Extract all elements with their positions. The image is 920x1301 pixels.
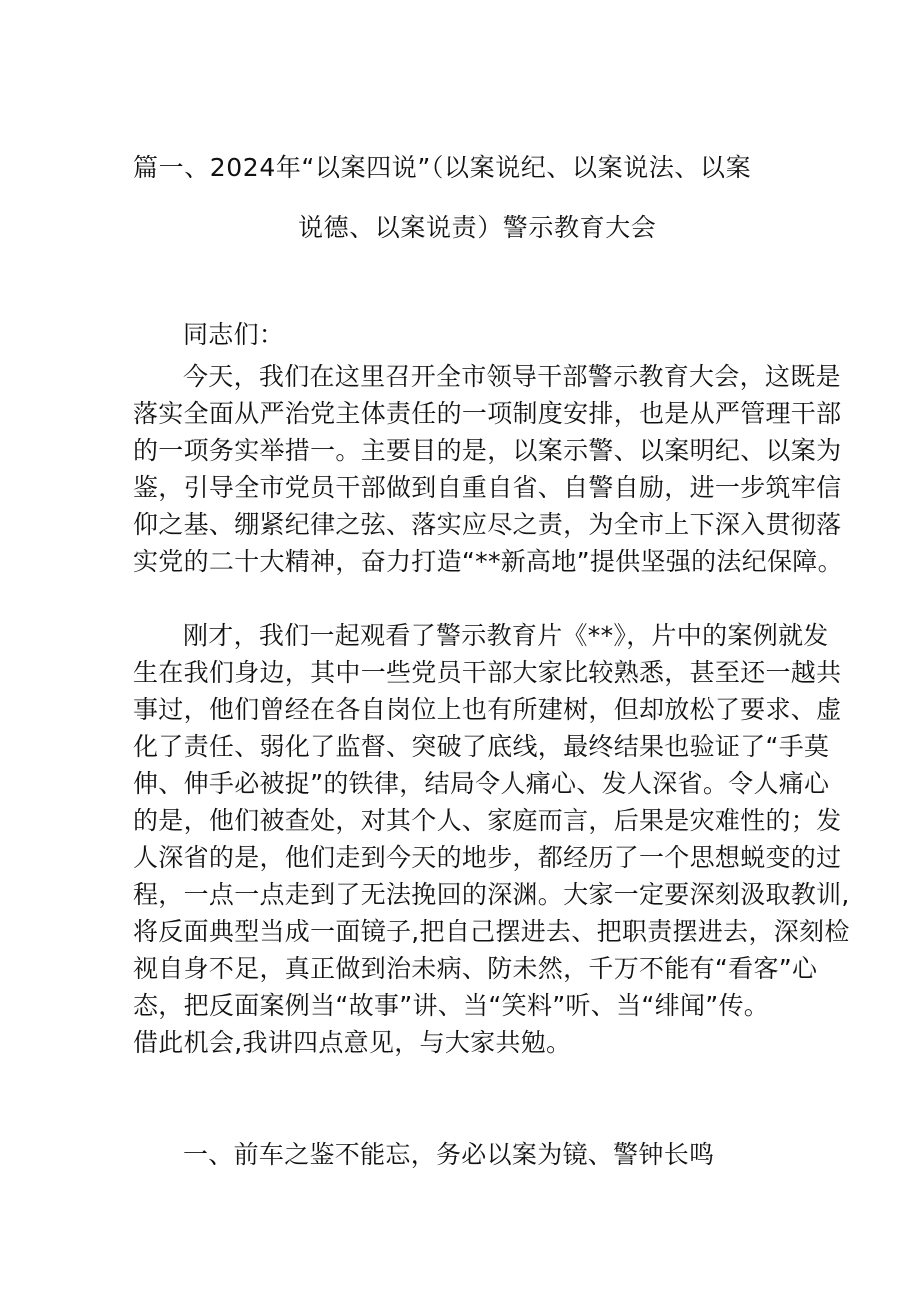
paragraph-1-line: 实党的二十大精神，奋力打造“**新高地”提供坚强的法纪保障。 [133,547,843,576]
paragraph-1-line: 的一项务实举措一。主要目的是，以案示警、以案明纪、以案为 [133,436,842,465]
paragraph-2-line: 事过，他们曾经在各自岗位上也有所建树，但却放松了要求、虚 [133,695,842,724]
paragraph-1-line: 落实全面从严治党主体责任的一项制度安排，也是从严管理干部 [133,399,842,428]
greeting: 同志们： [183,320,285,349]
paragraph-1-line: 鉴，引导全市党员干部做到自重自省、自警自励，进一步筑牢信 [133,473,842,502]
paragraph-2-line: 态，把反面案例当“故事”讲、当“笑料”听、当“绯闻”传。 [133,991,770,1020]
document-title-line-1: 篇一、2024年“以案四说”（以案说纪、以案说法、以案 [133,153,752,182]
paragraph-2-line: 伸、伸手必被捉”的铁律，结局令人痛心、发人深省。令人痛心 [133,769,830,798]
paragraph-2 [133,617,850,1061]
paragraph-2-line: 人深省的是，他们走到今天的地步，都经历了一个思想蜕变的过 [133,843,842,872]
paragraph-2-line: 借此机会,我讲四点意见，与大家共勉。 [133,1028,572,1057]
paragraph-2-line: 生在我们身边，其中一些党员干部大家比较熟悉，甚至还一越共 [133,658,842,687]
paragraph-2-line: 的是，他们被查处，对其个人、家庭而言，后果是灾难性的；发 [133,806,842,835]
paragraph-1-line: 今天，我们在这里召开全市领导干部警示教育大会，这既是 [183,362,841,391]
paragraph-2-line: 将反面典型当成一面镜子,把自己摆进去、把职责摆进去，深刻检 [133,917,850,946]
section-heading-1: 一、前车之鉴不能忘，务必以案为镜、警钟长鸣 [183,1140,715,1169]
paragraph-2-line: 化了责任、弱化了监督、突破了底线，最终结果也验证了“手莫 [133,732,830,761]
paragraph-1 [133,358,843,580]
paragraph-2-line: 程，一点一点走到了无法挽回的深渊。大家一定要深刻汲取教训, [133,880,850,909]
paragraph-1-line: 仰之基、绷紧纪律之弦、落实应尽之责，为全市上下深入贯彻落 [133,510,842,539]
paragraph-2-line: 刚才，我们一起观看了警示教育片《**》，片中的案例就发 [183,621,829,650]
paragraph-2-line: 视自身不足，真正做到治未病、防未然，千万不能有“看客”心 [133,954,818,983]
document-title-line-2: 说德、以案说责）警示教育大会 [298,213,657,242]
